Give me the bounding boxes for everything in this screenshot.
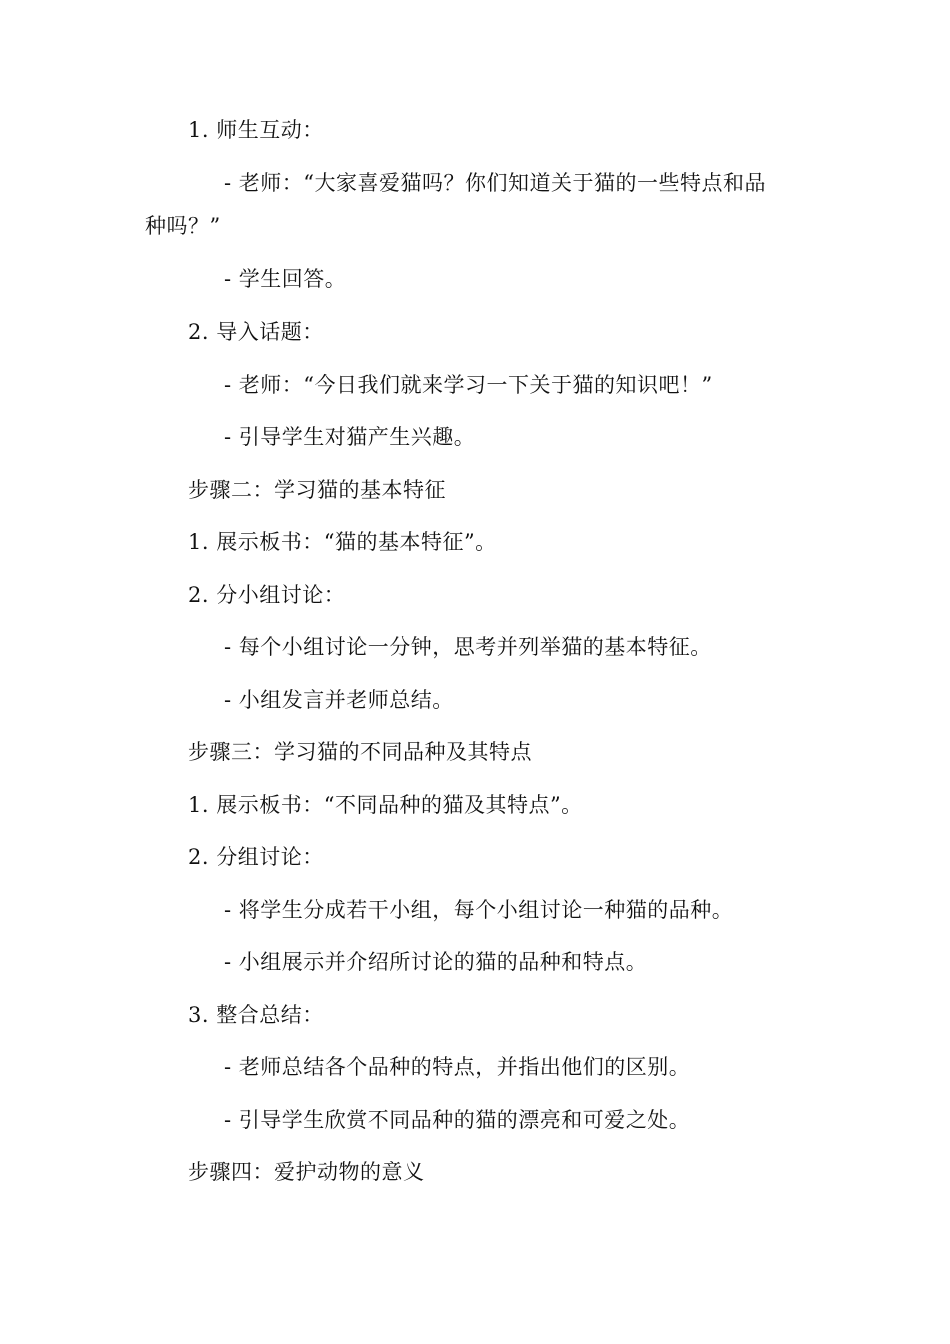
teacher-question-line-1: - 老师：“大家喜爱猫吗？你们知道关于猫的一些特点和品 — [224, 171, 767, 195]
sub-item-guide-interest: - 引导学生对猫产生兴趣。 — [224, 425, 476, 449]
step-three-heading: 步骤三：学习猫的不同品种及其特点 — [188, 740, 532, 764]
step-four-heading: 步骤四：爱护动物的意义 — [188, 1160, 425, 1184]
sub-item-split-groups: - 将学生分成若干小组，每个小组讨论一种猫的品种。 — [224, 898, 734, 922]
step-two-heading: 步骤二：学习猫的基本特征 — [188, 478, 446, 502]
list-item-group-discussion: 2. 分小组讨论： — [188, 583, 346, 607]
sub-item-appreciate-breeds: - 引导学生欣赏不同品种的猫的漂亮和可爱之处。 — [224, 1108, 691, 1132]
sub-item-group-speak-summary: - 小组发言并老师总结。 — [224, 688, 454, 712]
sub-item-group-present: - 小组展示并介绍所讨论的猫的品种和特点。 — [224, 950, 648, 974]
list-item-teacher-student-interaction: 1. 师生互动： — [188, 118, 324, 142]
list-item-show-board-basic: 1. 展示板书：“猫的基本特征”。 — [188, 530, 497, 554]
sub-item-each-group-discuss: - 每个小组讨论一分钟，思考并列举猫的基本特征。 — [224, 635, 712, 659]
sub-item-teacher-statement: - 老师：“今日我们就来学习一下关于猫的知识吧！” — [224, 373, 713, 397]
sub-item-teacher-summarize-breeds: - 老师总结各个品种的特点，并指出他们的区别。 — [224, 1055, 691, 1079]
sub-item-student-answer: - 学生回答。 — [224, 267, 347, 291]
list-item-introduce-topic: 2. 导入话题： — [188, 320, 324, 344]
teacher-question-line-2: 种吗？” — [145, 214, 221, 238]
list-item-integrate-summary: 3. 整合总结： — [188, 1003, 324, 1027]
teacher-question-paragraph — [145, 168, 825, 248]
list-item-show-board-breeds: 1. 展示板书：“不同品种的猫及其特点”。 — [188, 793, 583, 817]
list-item-group-discussion-2: 2. 分组讨论： — [188, 845, 324, 869]
